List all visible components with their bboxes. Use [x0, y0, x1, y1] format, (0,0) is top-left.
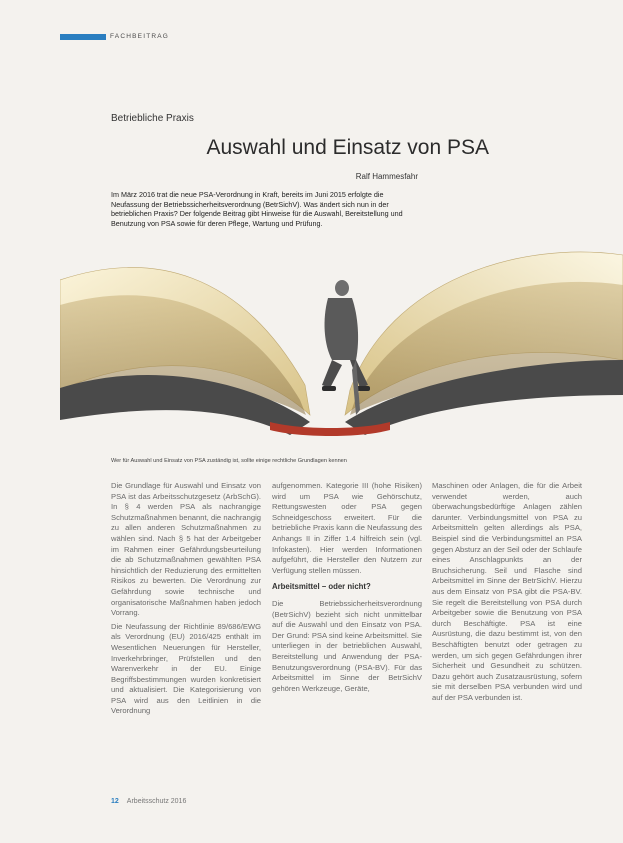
section-subheading: Arbeitsmittel – oder nicht? — [272, 582, 371, 592]
page-footer — [111, 798, 186, 805]
paragraph: Die Neufassung der Richtlinie 89/686/EWG als Verordnung (EU) 2016/425 enthält im Wesentlichen Neuerungen für Hersteller, Inverkehrbringer, Prüfstellen und den Warenverkehr in der EU. Einige Begriffsbestimmungen wurden konkretisiert und aktualisiert. Die Kategorisierung von PSA wird aus den Leitlinien in die Verordnung — [111, 621, 261, 716]
rubric-label: FACHBEITRAG — [110, 33, 170, 40]
rubric-accent-bar — [60, 34, 106, 40]
article-title: Auswahl und Einsatz von PSA — [206, 136, 489, 159]
paragraph: aufgenommen. Kategorie III (hohe Risiken) wird um PSA wie Gehörschutz, Rettungswesten oder PSA gegen Schneidgeschoss erweitert. Für die betriebliche Praxis kann die Neufassung des Anhangs II in Ziffer 1.4 hilfreich sein (vgl. Infokasten). Hier werden Informationen aufgeführt, die Hersteller den Nutzern zur Verfügung stellen müssen. — [272, 481, 422, 575]
page-number: 12 — [111, 798, 119, 805]
paragraph: Maschinen oder Anlagen, die für die Arbeit verwendet werden, auch überwachungsbedürftige Anlagen zählen darunter. Verbindungsmittel von PSA zu Arbeitsmitteln gelten allerdings als PSA, Beispiel sind die Verbindungsmittel an PSA gegen Absturz an der Seil oder der Schlaufe eines Anschlagpunkts an der Bruchsicherung. Seil und Flasche sind Arbeitsmittel im Sinne der BetrSichV. Hierzu aus dem Einsatz von PSA gibt die PSA-BV. Sie regelt die Bereitstellung von PSA durch Arbeitgeber sowie die Benutzung von PSA durch Beschäftigte. PSA ist eine Ausrüstung, die dazu bestimmt ist, von den Beschäftigten benutzt oder getragen zu werden, um sich gegen Gefährdungen ihrer Sicherheit und Gesundheit zu schützen. Dazu gehört auch Zusatzausrüstung, sofern sie mit derselben PSA verbunden wird und auf der PSA verbunden ist. — [432, 481, 582, 702]
section-rubric — [60, 33, 169, 40]
paragraph: Die Grundlage für Auswahl und Einsatz von PSA ist das Arbeitsschutzgesetz (ArbSchG). In § 4 werden PSA als nachrangige Schutzmaßnahmen benannt, die nachrangig zu allen anderen Schutzmaßnahmen zu wählen sind. Nach § 5 hat der Arbeitgeber im Rahmen einer Gefährdungsbeurteilung die ab Schutzmaßnahmen gewählten PSA hinsichtlich der Reduzierung des ermittelten Risikos zu bewerten. Die Verordnung zur Gefährdung sowie technische und organisatorische Maßnahmen haben jedoch Vorrang. — [111, 481, 261, 618]
article-author: Ralf Hammesfahr — [355, 172, 418, 181]
body-column-2 — [272, 481, 422, 697]
body-column-1 — [111, 481, 261, 720]
paragraph: Die Betriebssicherheitsverordnung (BetrSichV) bezieht sich nicht unmittelbar auf die Auswahl und den Einsatz von PSA. Der Grund: PSA sind keine Arbeitsmittel. Sie unterliegen in der betrieblichen Auswahl, Bereitstellung und Anwendung der PSA-Benutzungsverordnung (PSA-BV). Für das Arbeitsmittel im Sinne der BetrSichV gehören Werkzeuge, Geräte, — [272, 598, 422, 693]
article-kicker: Betriebliche Praxis — [111, 113, 194, 124]
issue-label: Arbeitsschutz 2016 — [126, 798, 187, 805]
body-column-3 — [432, 481, 582, 706]
image-caption: Wer für Auswahl und Einsatz von PSA zuständig ist, sollte einige rechtliche Grundlagen kennen — [111, 458, 347, 464]
open-book-illustration — [60, 210, 623, 455]
hero-image — [60, 210, 623, 455]
article-lead: Im März 2016 trat die neue PSA-Verordnung in Kraft, bereits im Juni 2015 erfolgte die Neufassung der Betriebssicherheitsverordnung (BetrSichV). Was ändert sich nun in der betrieblichen Praxis? Der folgende Beitrag gibt Hinweise für die Auswahl, Bereitstellung und Benutzung von PSA sowie für deren Pflege, Wartung und Prüfung. — [111, 190, 403, 228]
